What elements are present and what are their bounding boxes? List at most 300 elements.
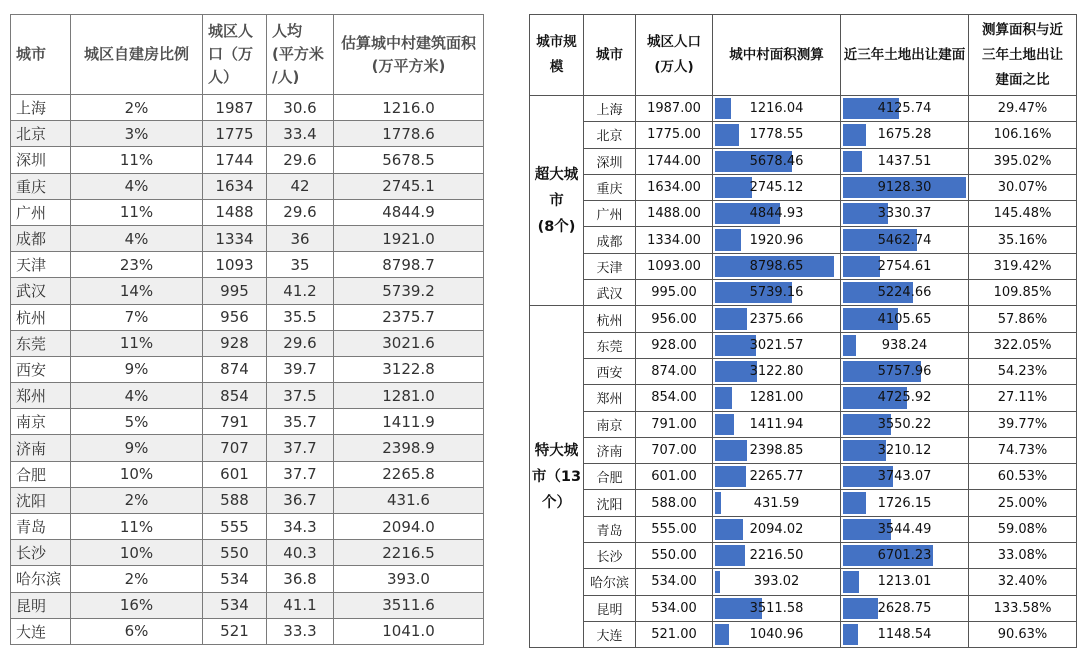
cell-city: 西安: [584, 358, 636, 384]
cell-city: 武汉: [584, 280, 636, 306]
table-row: [530, 516, 1077, 542]
cell-per-capita: 42: [267, 173, 334, 199]
cell-per-capita: 36.7: [267, 487, 334, 513]
cell-estimate: [713, 464, 841, 490]
land-value: 2754.61: [877, 258, 932, 274]
cell-city: 西安: [11, 356, 71, 382]
cell-area: 3122.8: [334, 356, 484, 382]
right-header-city: 城市: [584, 15, 636, 96]
cell-per-capita: 40.3: [267, 540, 334, 566]
cell-per-capita: 37.7: [267, 435, 334, 461]
right-header-row: [530, 15, 1077, 96]
cell-city: 郑州: [11, 383, 71, 409]
table-row: [11, 199, 484, 225]
cell-estimate: [713, 543, 841, 569]
cell-estimate: [713, 595, 841, 621]
table-row: [11, 173, 484, 199]
cell-city: 长沙: [584, 543, 636, 569]
table-row: [530, 358, 1077, 384]
cell-area: 3511.6: [334, 592, 484, 618]
cell-estimate: [713, 306, 841, 332]
land-value: 5757.96: [877, 364, 932, 380]
cell-area: 1921.0: [334, 225, 484, 251]
cell-per-capita: 29.6: [267, 147, 334, 173]
estimate-bar: [715, 519, 743, 540]
cell-city: 沈阳: [11, 487, 71, 513]
cell-land: [841, 280, 969, 306]
cell-ratio: 32.40%: [969, 569, 1077, 595]
cell-city: 深圳: [584, 148, 636, 174]
cell-ratio: 10%: [71, 461, 203, 487]
table-row: [530, 332, 1077, 358]
cell-population: 874.00: [636, 358, 713, 384]
right-header-ratio: 测算面积与近 三年土地出让 建面之比: [969, 15, 1077, 96]
cell-estimate: [713, 569, 841, 595]
cell-population: 791: [203, 409, 267, 435]
cell-per-capita: 29.6: [267, 199, 334, 225]
cell-ratio: 7%: [71, 304, 203, 330]
cell-land: [841, 516, 969, 542]
estimate-value: 3122.80: [749, 364, 804, 380]
cell-estimate: [713, 253, 841, 279]
cell-ratio: 25.00%: [969, 490, 1077, 516]
estimate-value: 1040.96: [749, 627, 804, 643]
cell-population: 588.00: [636, 490, 713, 516]
table-row: [11, 356, 484, 382]
cell-city: 哈尔滨: [11, 566, 71, 592]
estimate-bar: [715, 308, 747, 329]
cell-per-capita: 33.3: [267, 618, 334, 644]
cell-ratio: 59.08%: [969, 516, 1077, 542]
cell-area: 2375.7: [334, 304, 484, 330]
land-value: 9128.30: [877, 180, 932, 196]
left-header-population: 城区人 口（万 人）: [203, 15, 267, 95]
cell-ratio: 11%: [71, 147, 203, 173]
table-row: [11, 252, 484, 278]
estimate-value: 2398.85: [749, 443, 804, 458]
cell-population: 1775: [203, 121, 267, 147]
cell-per-capita: 35.7: [267, 409, 334, 435]
estimate-value: 8798.65: [749, 258, 804, 274]
cell-land: [841, 358, 969, 384]
cell-per-capita: 36: [267, 225, 334, 251]
cell-population: 555.00: [636, 516, 713, 542]
cell-city: 青岛: [11, 514, 71, 540]
cell-land: [841, 437, 969, 463]
land-bar: [843, 151, 862, 172]
land-comparison-table: [529, 14, 1077, 648]
cell-population: 1744.00: [636, 148, 713, 174]
cell-city: 南京: [584, 411, 636, 437]
land-value: 1213.01: [877, 574, 932, 590]
cell-land: [841, 148, 969, 174]
cell-ratio: 30.07%: [969, 174, 1077, 200]
estimate-bar: [715, 492, 721, 513]
table-row: [530, 96, 1077, 122]
table-row: [11, 304, 484, 330]
estimate-bar: [715, 414, 734, 435]
right-table-panel: [529, 14, 1076, 648]
cell-city: 广州: [584, 201, 636, 227]
table-row: [530, 437, 1077, 463]
cell-population: 534.00: [636, 595, 713, 621]
cell-area: 1041.0: [334, 618, 484, 644]
estimate-value: 2265.77: [749, 469, 804, 485]
right-header-estimate: 城中村面积测算: [713, 15, 841, 96]
cell-land: [841, 569, 969, 595]
cell-ratio: 319.42%: [969, 253, 1077, 279]
estimate-value: 393.02: [753, 574, 800, 590]
cell-ratio: 60.53%: [969, 464, 1077, 490]
cell-city: 济南: [11, 435, 71, 461]
right-table-body: [530, 96, 1077, 648]
table-row: [11, 461, 484, 487]
estimate-bar: [715, 624, 729, 645]
cell-population: 1775.00: [636, 122, 713, 148]
land-value: 1726.15: [877, 495, 932, 511]
cell-land: [841, 227, 969, 253]
cell-estimate: [713, 227, 841, 253]
table-row: [11, 383, 484, 409]
cell-estimate: [713, 96, 841, 122]
cell-ratio: 145.48%: [969, 201, 1077, 227]
cell-ratio: 9%: [71, 356, 203, 382]
cell-population: 1093: [203, 252, 267, 278]
table-row: [11, 435, 484, 461]
urban-village-estimate-table: [10, 14, 484, 645]
cell-city: 广州: [11, 199, 71, 225]
cell-land: [841, 122, 969, 148]
cell-land: [841, 174, 969, 200]
cell-ratio: 11%: [71, 199, 203, 225]
table-row: [530, 201, 1077, 227]
table-row: [11, 278, 484, 304]
table-row: [11, 121, 484, 147]
cell-city: 哈尔滨: [584, 569, 636, 595]
cell-area: 2094.0: [334, 514, 484, 540]
table-row: [530, 122, 1077, 148]
cell-area: 5678.5: [334, 147, 484, 173]
cell-population: 956: [203, 304, 267, 330]
estimate-value: 2094.02: [749, 521, 804, 537]
land-bar: [843, 492, 866, 513]
cell-estimate: [713, 516, 841, 542]
cell-ratio: 39.77%: [969, 411, 1077, 437]
cell-land: [841, 621, 969, 647]
cell-ratio: 16%: [71, 592, 203, 618]
cell-land: [841, 464, 969, 490]
estimate-bar: [715, 177, 752, 198]
table-row: [11, 566, 484, 592]
cell-estimate: [713, 358, 841, 384]
estimate-bar: [715, 229, 741, 250]
land-bar: [843, 598, 878, 619]
cell-city: 上海: [584, 96, 636, 122]
table-row: [530, 569, 1077, 595]
land-value: 3743.07: [877, 469, 932, 485]
cell-city: 郑州: [584, 385, 636, 411]
cell-city: 重庆: [584, 174, 636, 200]
land-value: 4725.92: [877, 390, 932, 406]
land-value: 1437.51: [877, 153, 932, 169]
cell-ratio: 5%: [71, 409, 203, 435]
cell-population: 707.00: [636, 437, 713, 463]
estimate-value: 1216.04: [749, 101, 804, 117]
land-value: 3544.49: [877, 521, 932, 537]
estimate-value: 2745.12: [749, 180, 804, 196]
cell-population: 1334: [203, 225, 267, 251]
table-row: [11, 147, 484, 173]
cell-ratio: 4%: [71, 225, 203, 251]
cell-population: 1334.00: [636, 227, 713, 253]
cell-ratio: 11%: [71, 330, 203, 356]
land-value: 1148.54: [877, 627, 932, 643]
cell-city: 沈阳: [584, 490, 636, 516]
cell-area: 2216.5: [334, 540, 484, 566]
cell-per-capita: 37.7: [267, 461, 334, 487]
cell-population: 995: [203, 278, 267, 304]
cell-estimate: [713, 490, 841, 516]
table-row: [11, 487, 484, 513]
estimate-value: 2375.66: [749, 311, 804, 327]
estimate-value: 5739.16: [749, 285, 804, 301]
land-value: 6701.23: [877, 548, 932, 564]
cell-city: 天津: [11, 252, 71, 278]
estimate-bar: [715, 387, 732, 408]
cell-population: 521: [203, 618, 267, 644]
left-table-panel: [10, 14, 483, 645]
cell-city: 济南: [584, 437, 636, 463]
table-row: [530, 464, 1077, 490]
table-row: [11, 618, 484, 644]
cell-land: [841, 385, 969, 411]
cell-population: 1093.00: [636, 253, 713, 279]
estimate-bar: [715, 440, 747, 461]
land-bar: [843, 624, 858, 645]
left-table-body: [11, 95, 484, 645]
cell-city: 上海: [11, 95, 71, 121]
cell-population: 707: [203, 435, 267, 461]
cell-city: 长沙: [11, 540, 71, 566]
cell-estimate: [713, 621, 841, 647]
cell-ratio: 29.47%: [969, 96, 1077, 122]
table-row: [11, 540, 484, 566]
cell-area: 3021.6: [334, 330, 484, 356]
land-value: 1675.28: [877, 127, 932, 143]
cell-per-capita: 35: [267, 252, 334, 278]
cell-ratio: 2%: [71, 95, 203, 121]
cell-area: 2398.9: [334, 435, 484, 461]
cell-ratio: 33.08%: [969, 543, 1077, 569]
cell-ratio: 395.02%: [969, 148, 1077, 174]
estimate-bar: [715, 466, 746, 487]
cell-city: 武汉: [11, 278, 71, 304]
cell-city: 北京: [584, 122, 636, 148]
cell-city: 北京: [11, 121, 71, 147]
cell-ratio: 90.63%: [969, 621, 1077, 647]
cell-per-capita: 34.3: [267, 514, 334, 540]
cell-population: 550: [203, 540, 267, 566]
cell-per-capita: 30.6: [267, 95, 334, 121]
cell-ratio: 4%: [71, 383, 203, 409]
cell-land: [841, 201, 969, 227]
cell-city: 昆明: [11, 592, 71, 618]
cell-per-capita: 35.5: [267, 304, 334, 330]
table-row: [530, 385, 1077, 411]
land-value: 3330.37: [877, 206, 932, 222]
cell-land: [841, 306, 969, 332]
cell-population: 995.00: [636, 280, 713, 306]
table-row: [530, 227, 1077, 253]
cell-population: 1987.00: [636, 96, 713, 122]
land-value: 4105.65: [877, 311, 932, 327]
table-row: [11, 514, 484, 540]
left-header-area: 估算城中村建筑面积 (万平方米): [334, 15, 484, 95]
left-header-city: 城市: [11, 15, 71, 95]
cell-per-capita: 41.1: [267, 592, 334, 618]
cell-land: [841, 543, 969, 569]
cell-estimate: [713, 332, 841, 358]
land-value: 3210.12: [877, 443, 932, 458]
cell-city: 东莞: [11, 330, 71, 356]
cell-population: 791.00: [636, 411, 713, 437]
estimate-value: 4844.93: [749, 206, 804, 222]
cell-estimate: [713, 148, 841, 174]
cell-city: 深圳: [11, 147, 71, 173]
left-header-row: [11, 15, 484, 95]
cell-population: 928: [203, 330, 267, 356]
right-header-land: 近三年土地出让建面: [841, 15, 969, 96]
table-row: [530, 411, 1077, 437]
cell-area: 2265.8: [334, 461, 484, 487]
table-row: [11, 592, 484, 618]
cell-city: 东莞: [584, 332, 636, 358]
cell-estimate: [713, 201, 841, 227]
estimate-bar: [715, 545, 745, 566]
cell-area: 2745.1: [334, 173, 484, 199]
cell-ratio: 23%: [71, 252, 203, 278]
land-bar: [843, 256, 880, 277]
land-bar: [843, 124, 866, 145]
right-header-population: 城区人口 (万人): [636, 15, 713, 96]
estimate-value: 1411.94: [749, 416, 804, 432]
cell-land: [841, 253, 969, 279]
cell-area: 1778.6: [334, 121, 484, 147]
estimate-value: 1920.96: [749, 232, 804, 248]
group-label: 超大城 市 (8个): [530, 96, 584, 306]
cell-land: [841, 595, 969, 621]
land-value: 5462.74: [877, 232, 932, 248]
cell-land: [841, 411, 969, 437]
cell-per-capita: 41.2: [267, 278, 334, 304]
cell-population: 1488: [203, 199, 267, 225]
cell-population: 534: [203, 592, 267, 618]
cell-estimate: [713, 385, 841, 411]
land-value: 2628.75: [877, 600, 932, 616]
cell-area: 1216.0: [334, 95, 484, 121]
cell-ratio: 6%: [71, 618, 203, 644]
cell-per-capita: 29.6: [267, 330, 334, 356]
cell-area: 4844.9: [334, 199, 484, 225]
cell-population: 601.00: [636, 464, 713, 490]
cell-city: 大连: [584, 621, 636, 647]
table-row: [530, 621, 1077, 647]
cell-area: 5739.2: [334, 278, 484, 304]
estimate-bar: [715, 124, 739, 145]
estimate-value: 431.59: [753, 495, 800, 511]
cell-population: 601: [203, 461, 267, 487]
cell-population: 874: [203, 356, 267, 382]
cell-city: 成都: [11, 225, 71, 251]
cell-city: 大连: [11, 618, 71, 644]
cell-population: 1987: [203, 95, 267, 121]
cell-per-capita: 39.7: [267, 356, 334, 382]
cell-ratio: 54.23%: [969, 358, 1077, 384]
cell-land: [841, 332, 969, 358]
cell-area: 8798.7: [334, 252, 484, 278]
table-row: [11, 330, 484, 356]
cell-population: 854.00: [636, 385, 713, 411]
cell-population: 1634: [203, 173, 267, 199]
cell-population: 956.00: [636, 306, 713, 332]
cell-population: 854: [203, 383, 267, 409]
cell-ratio: 2%: [71, 487, 203, 513]
table-row: [11, 225, 484, 251]
table-row: [530, 490, 1077, 516]
cell-population: 555: [203, 514, 267, 540]
cell-population: 1488.00: [636, 201, 713, 227]
cell-ratio: 9%: [71, 435, 203, 461]
estimate-value: 5678.46: [749, 153, 804, 169]
cell-area: 431.6: [334, 487, 484, 513]
table-row: [530, 280, 1077, 306]
left-header-ratio: 城区自建房比例: [71, 15, 203, 95]
cell-city: 南京: [11, 409, 71, 435]
cell-population: 1744: [203, 147, 267, 173]
cell-city: 天津: [584, 253, 636, 279]
cell-population: 588: [203, 487, 267, 513]
cell-city: 合肥: [11, 461, 71, 487]
cell-ratio: 10%: [71, 540, 203, 566]
estimate-value: 1778.55: [749, 127, 804, 143]
land-bar: [843, 335, 856, 356]
cell-estimate: [713, 174, 841, 200]
cell-population: 1634.00: [636, 174, 713, 200]
table-row: [11, 409, 484, 435]
estimate-value: 1281.00: [749, 390, 804, 406]
cell-ratio: 14%: [71, 278, 203, 304]
cell-per-capita: 36.8: [267, 566, 334, 592]
cell-per-capita: 37.5: [267, 383, 334, 409]
land-value: 938.24: [881, 337, 928, 353]
cell-ratio: 2%: [71, 566, 203, 592]
cell-estimate: [713, 437, 841, 463]
cell-ratio: 27.11%: [969, 385, 1077, 411]
estimate-bar: [715, 571, 720, 592]
cell-city: 杭州: [584, 306, 636, 332]
estimate-value: 3511.58: [749, 600, 804, 616]
cell-per-capita: 33.4: [267, 121, 334, 147]
right-header-scale: 城市规 模: [530, 15, 584, 96]
left-header-per-capita: 人均 (平方米 /人): [267, 15, 334, 95]
cell-population: 534.00: [636, 569, 713, 595]
cell-ratio: 4%: [71, 173, 203, 199]
table-row: [530, 253, 1077, 279]
estimate-value: 3021.57: [749, 337, 804, 353]
cell-land: [841, 96, 969, 122]
cell-estimate: [713, 122, 841, 148]
cell-estimate: [713, 280, 841, 306]
